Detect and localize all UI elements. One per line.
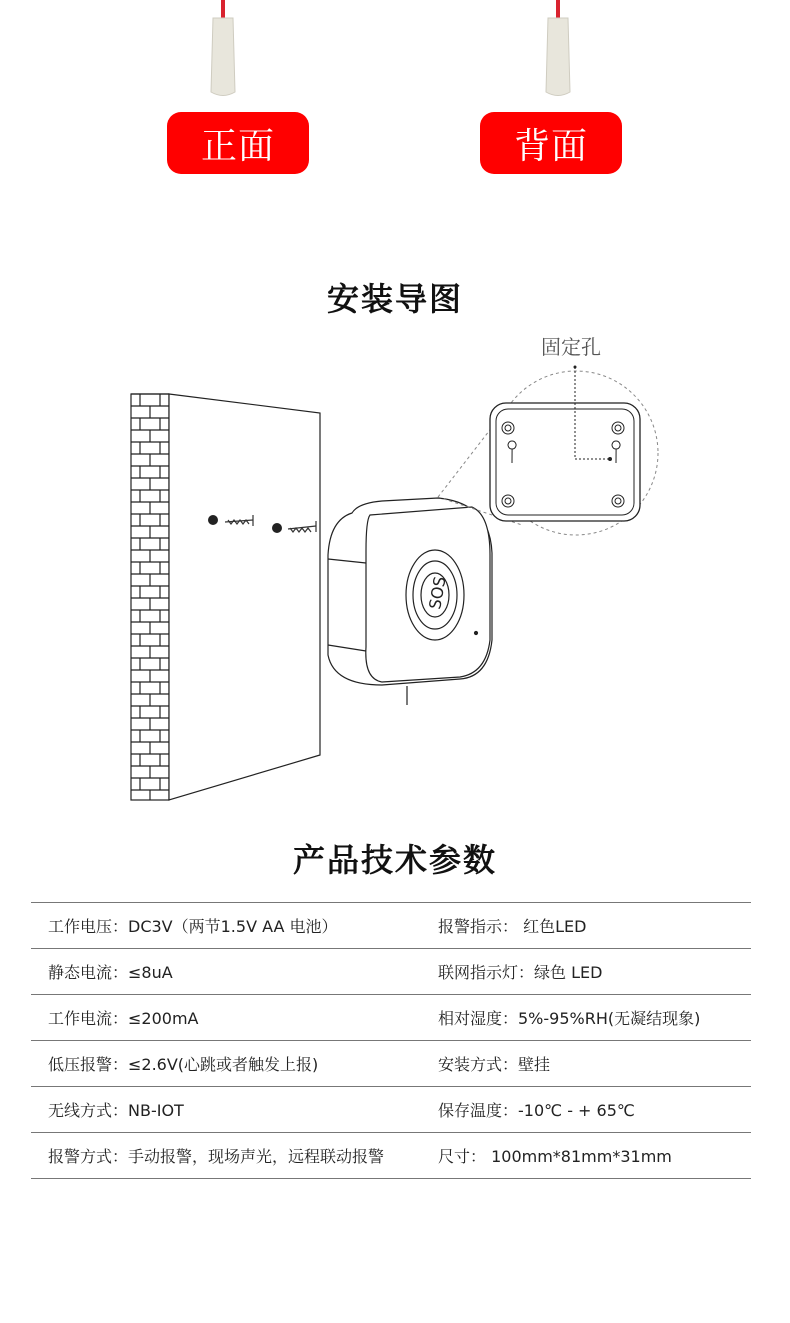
spec-row [31, 1040, 751, 1086]
specs-table [31, 902, 751, 1179]
spec-left-cell: 工作电流：≤200mA [48, 1009, 199, 1028]
back-label-badge: 背面 [480, 112, 622, 174]
pull-cord-back-illustration [530, 0, 590, 100]
wall-hole-right [272, 523, 282, 533]
spec-left-cell: 无线方式：NB-IOT [48, 1101, 184, 1120]
wall-hole-left [208, 515, 218, 525]
spec-row [31, 902, 751, 948]
sos-device [328, 498, 492, 705]
spec-right-cell: 安装方式：壁挂 [438, 1055, 551, 1074]
spec-left-cell: 报警方式：手动报警，现场声光，远程联动报警 [48, 1147, 385, 1166]
spec-right-cell: 尺寸： 100mm*81mm*31mm [438, 1147, 672, 1166]
spec-row [31, 948, 751, 994]
spec-left-cell: 静态电流：≤8uA [48, 963, 173, 982]
wall-plane [169, 394, 320, 800]
brick-wall [131, 394, 169, 800]
spec-right-cell: 报警指示： 红色LED [438, 917, 587, 936]
mounting-hole-label: 固定孔 [541, 335, 601, 359]
spec-left-cell: 低压报警：≤2.6V(心跳或者触发上报) [48, 1055, 319, 1074]
specs-title: 产品技术参数 [292, 841, 497, 879]
front-label-badge: 正面 [167, 112, 309, 174]
sos-button-label: SOS [425, 575, 450, 611]
installation-diagram [120, 355, 680, 815]
spec-right-cell: 相对湿度：5%-95%RH(无凝结现象) [438, 1009, 701, 1028]
spec-right-cell: 保存温度：-10℃ - + 65℃ [438, 1101, 635, 1120]
spec-left-cell: 工作电压：DC3V（两节1.5V AA 电池） [48, 917, 338, 936]
pull-cord-front-illustration [195, 0, 255, 100]
spec-right-cell: 联网指示灯：绿色 LED [438, 963, 603, 982]
spec-row [31, 1132, 751, 1179]
spec-row [31, 994, 751, 1040]
spec-row [31, 1086, 751, 1132]
install-guide-title: 安装导图 [326, 280, 463, 318]
